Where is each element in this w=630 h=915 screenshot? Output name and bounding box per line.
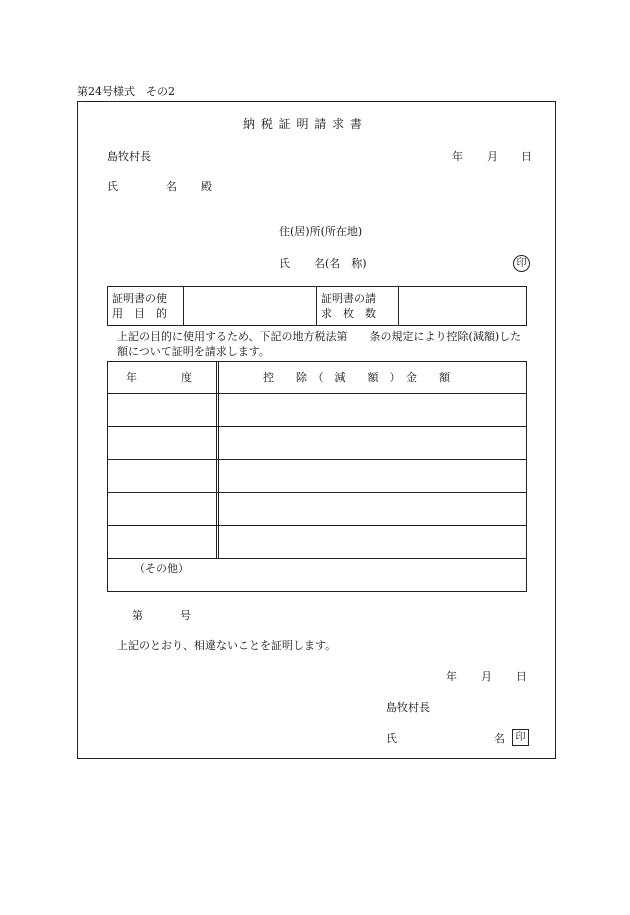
- certificate-seal-icon: 印: [512, 729, 529, 746]
- col-year-header: 年 度: [126, 371, 192, 384]
- addressee-name-given: 名: [166, 180, 177, 193]
- addressee-honorific: 殿: [201, 180, 212, 193]
- applicant-address-label: 住(居)所(所在地): [279, 225, 363, 238]
- certificate-number-suffix: 号: [180, 609, 191, 622]
- deduction-table-row-line: [107, 393, 527, 394]
- deduction-table-row-line: [107, 525, 527, 526]
- deduction-table-column-divider: [216, 361, 219, 559]
- count-label-line2: 求 枚 数: [321, 307, 376, 320]
- purpose-table: [107, 286, 527, 326]
- addressee-name-family: 氏: [107, 180, 118, 193]
- certificate-name-family: 氏: [386, 732, 397, 745]
- deduction-table-row-line: [107, 492, 527, 493]
- date-day-label: 日: [521, 150, 532, 163]
- deduction-table-row-line: [107, 426, 527, 427]
- form-title: 納 税 証 明 請 求 書: [243, 117, 363, 131]
- certificate-issuer: 島牧村長: [386, 701, 430, 714]
- col-amount-header: 控 除 （ 減 額 ） 金 額: [263, 371, 450, 384]
- certificate-day-label: 日: [516, 670, 527, 683]
- purpose-table-divider: [316, 286, 317, 326]
- date-month-label: 月: [487, 150, 498, 163]
- purpose-table-divider: [183, 286, 184, 326]
- certificate-name-given: 名: [494, 732, 505, 745]
- applicant-name-family: 氏: [279, 257, 290, 270]
- form-number: 第24号様式 その2: [77, 85, 175, 98]
- certificate-statement: 上記のとおり、相違ないことを証明します。: [117, 639, 337, 652]
- purpose-label-line2: 用 目 的: [112, 307, 167, 320]
- request-text-line2: 額について証明を請求します。: [117, 345, 270, 358]
- deduction-table-row-line: [107, 558, 527, 559]
- purpose-label-line1: 証明書の使: [112, 292, 167, 305]
- date-year-label: 年: [452, 150, 463, 163]
- count-label-line1: 証明書の請: [321, 292, 376, 305]
- purpose-table-divider: [398, 286, 399, 326]
- certificate-number-prefix: 第: [132, 609, 143, 622]
- other-label: （その他）: [134, 562, 189, 575]
- certificate-month-label: 月: [481, 670, 492, 683]
- certificate-year-label: 年: [446, 670, 457, 683]
- applicant-name-rest: 名(名 称): [314, 257, 367, 270]
- addressee: 島牧村長: [107, 150, 151, 163]
- request-text-line1: 上記の目的に使用するため、下記の地方税法第 条の規定により控除(減額)した: [117, 330, 522, 343]
- applicant-seal-icon: 印: [513, 255, 530, 272]
- deduction-table-row-line: [107, 459, 527, 460]
